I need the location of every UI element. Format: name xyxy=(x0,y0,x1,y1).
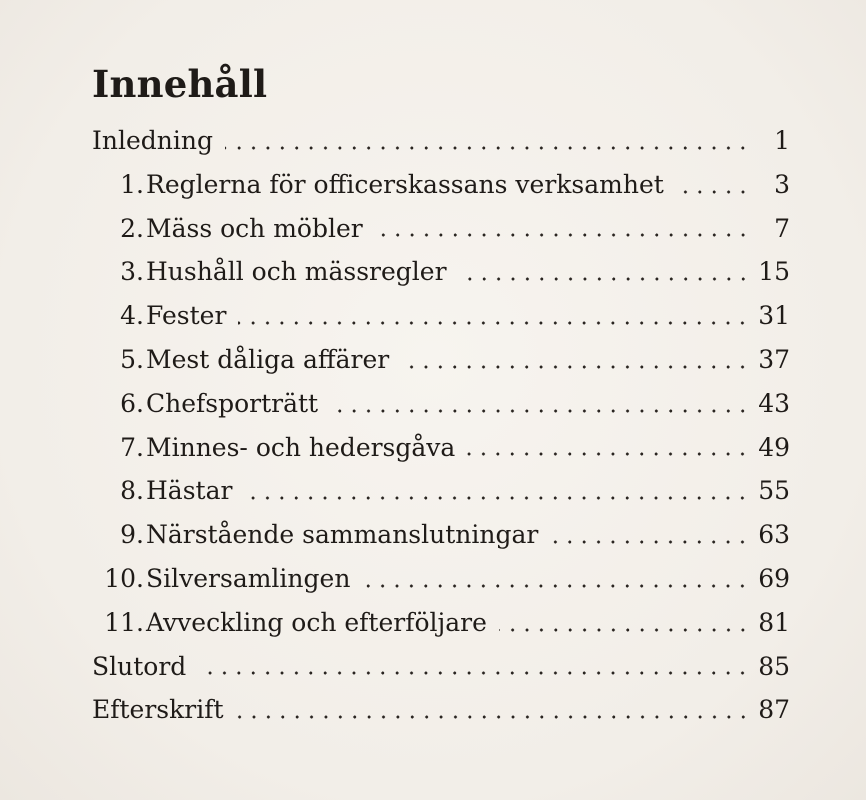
toc-page-number: 43 xyxy=(758,388,790,418)
dot-leader xyxy=(459,277,750,281)
toc-chapter-number: 9. xyxy=(120,520,144,550)
dot-leader xyxy=(330,409,750,413)
dot-leader xyxy=(467,452,750,456)
toc-chapter-number: 4. xyxy=(120,301,144,331)
toc-entry-label: Silversamlingen xyxy=(146,563,351,593)
toc-page-number: 31 xyxy=(758,301,790,331)
toc-page-number: 3 xyxy=(774,169,790,199)
dot-leader xyxy=(238,321,750,325)
dot-leader xyxy=(676,190,750,194)
toc-entry xyxy=(92,469,790,513)
toc-chapter-number: 3. xyxy=(120,257,144,287)
dot-leader xyxy=(198,671,750,675)
toc-page-number: 81 xyxy=(758,607,790,637)
dot-leader xyxy=(499,628,750,632)
toc-entry xyxy=(92,163,790,207)
dot-leader xyxy=(375,233,750,237)
toc-entry xyxy=(92,294,790,338)
toc-entry-label: Närstående sammanslutningar xyxy=(146,520,539,550)
dot-leader xyxy=(244,496,750,500)
toc-entry xyxy=(92,207,790,251)
toc-entry-label: Mäss och möbler xyxy=(146,213,363,243)
toc-entry xyxy=(92,688,790,732)
toc-chapter-number: 8. xyxy=(120,476,144,506)
dot-leader xyxy=(236,715,750,719)
toc-entry-label: Slutord xyxy=(92,651,187,681)
toc-entry xyxy=(92,601,790,645)
toc-page-number: 37 xyxy=(758,344,790,374)
toc-entry xyxy=(92,382,790,426)
dot-leader xyxy=(225,146,750,150)
dot-leader xyxy=(550,540,750,544)
toc-page-number: 69 xyxy=(758,563,790,593)
toc-chapter-number: 11. xyxy=(104,607,144,637)
toc-page-number: 7 xyxy=(774,213,790,243)
toc-entry-label: Inledning xyxy=(92,126,213,155)
toc-entry-label: Hästar xyxy=(146,476,233,506)
toc-entry-label: Efterskrift xyxy=(92,695,224,725)
toc-entry xyxy=(92,426,790,470)
toc-page-number: 85 xyxy=(758,651,790,681)
toc-entry-label: Hushåll och mässregler xyxy=(146,257,447,287)
toc-entry-label: Reglerna för officerskassans verksamhet xyxy=(146,169,664,199)
dot-leader xyxy=(401,365,750,369)
toc-entry xyxy=(92,557,790,601)
toc-entry xyxy=(92,250,790,294)
toc-entry-label: Mest dåliga affärer xyxy=(146,344,390,374)
toc-chapter-number: 7. xyxy=(120,432,144,462)
page-title: Innehåll xyxy=(92,62,268,106)
toc-chapter-number: 2. xyxy=(120,213,144,243)
toc-entry xyxy=(92,645,790,689)
toc-chapter-number: 5. xyxy=(120,344,144,374)
toc-page-number: 1 xyxy=(774,126,790,155)
toc-entry-label: Avveckling och efterföljare xyxy=(146,607,487,637)
toc-entry-label: Minnes- och hedersgåva xyxy=(146,432,456,462)
toc-entry xyxy=(92,338,790,382)
toc-entry xyxy=(92,513,790,557)
toc-page-number: 55 xyxy=(758,476,790,506)
toc-page-number: 49 xyxy=(758,432,790,462)
toc-entry xyxy=(92,119,790,163)
dot-leader xyxy=(362,584,750,588)
toc-entry-label: Fester xyxy=(146,301,227,331)
toc-chapter-number: 1. xyxy=(120,169,144,199)
table-of-contents xyxy=(92,119,790,732)
toc-page-number: 15 xyxy=(758,257,790,287)
toc-entry-label: Chefsporträtt xyxy=(146,388,319,418)
toc-page-number: 87 xyxy=(758,695,790,725)
toc-chapter-number: 6. xyxy=(120,388,144,418)
toc-chapter-number: 10. xyxy=(104,563,144,593)
toc-page-number: 63 xyxy=(758,520,790,550)
